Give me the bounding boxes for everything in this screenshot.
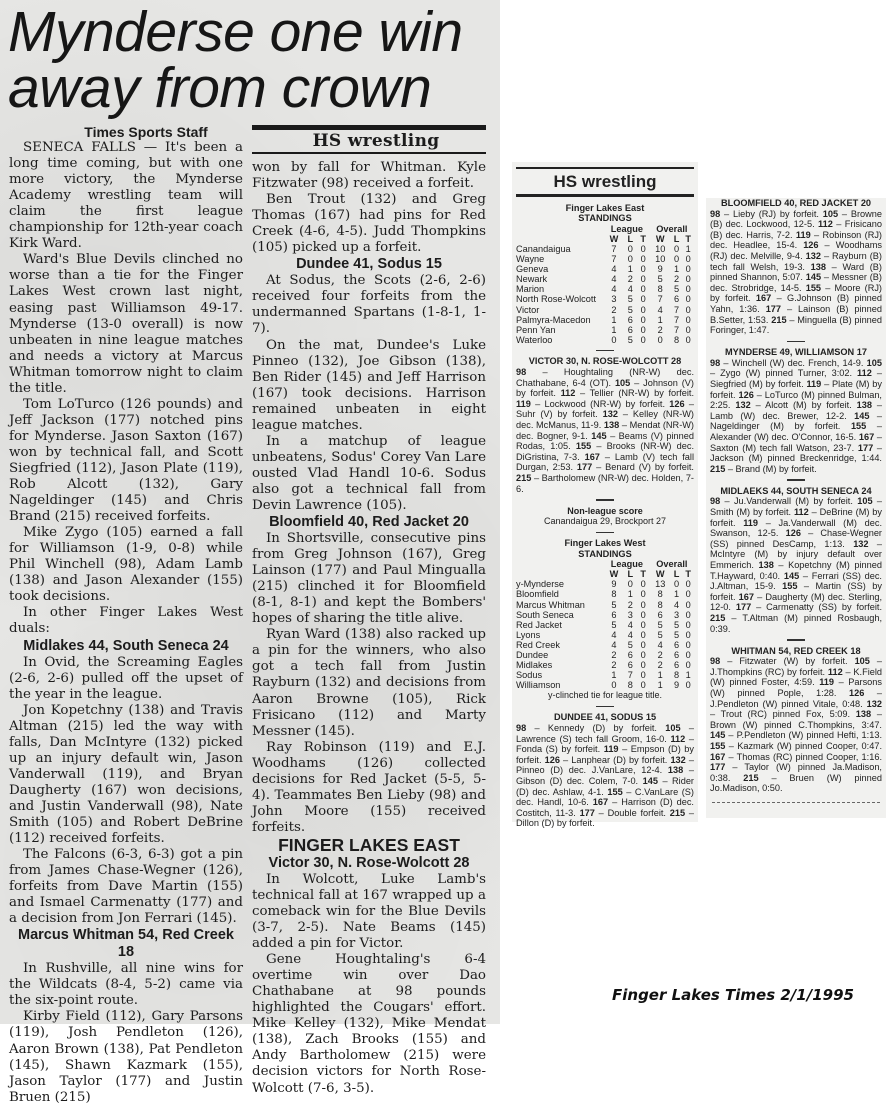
record-cell: 0: [685, 619, 691, 630]
record-cell: 6: [611, 609, 617, 620]
record-cell: 5: [657, 274, 663, 285]
team-name: Marcus Whitman: [516, 599, 585, 610]
section-slug: HS wrestling: [312, 131, 440, 151]
result-subhead: Midlakes 44, South Seneca 24: [23, 637, 229, 654]
record-cell: 2: [627, 274, 633, 285]
divider: [596, 350, 614, 352]
record-cell: 7: [673, 304, 680, 315]
record-cell: 0: [685, 639, 691, 650]
record-cell: 8: [611, 589, 617, 600]
record-cell: 5: [611, 619, 617, 630]
record-cell: 0: [685, 254, 691, 265]
record-cell: 0: [640, 244, 646, 254]
paragraph: Mike Zygo (105) earned a fall for Williamson (1-9, 0-8) while Phil Winchell (98), Adam Lamb (138) and Jason Alexander (155) took decisions.: [9, 525, 243, 605]
divider: [787, 639, 805, 641]
record-cell: 0: [640, 294, 646, 305]
paragraph: In other Finger Lakes West duals:: [9, 605, 243, 637]
standings-row: [516, 600, 694, 610]
team-name: Canandaigua: [516, 244, 571, 254]
record-cell: 1: [685, 670, 691, 681]
record-cell: 6: [627, 650, 633, 660]
headline: [8, 0, 488, 120]
paragraph: In Shortsville, consecutive pins from Greg Johnson (167), Greg Lainson (177) and Paul Mingualla (215) clinched it for Bloomfield (8-1, 8-1) and kept the Bombers' hopes of sharing the title alive.: [252, 531, 486, 627]
paragraph: Ben Trout (132) and Greg Thomas (167) had pins for Red Creek (4-6, 4-5). Judd Thompkins (105) picked up a forfeit.: [252, 192, 486, 256]
record-cell: 0: [640, 650, 646, 660]
standings-row: [516, 650, 694, 660]
record-cell: 0: [640, 274, 646, 285]
paragraph: Ward's Blue Devils clinched no worse than a tie for the Finger Lakes West crown last night, easing past Williamson 49-17. Mynderse (13-0 overall) is now unbeaten in nine league matches and needs a victory at Marcus Whitman tomorrow night to claim the title.: [9, 252, 243, 396]
standings-row: [516, 610, 694, 620]
record-cell: 8: [657, 599, 663, 610]
record-cell: 0: [685, 609, 691, 620]
record-cell: 8: [673, 670, 680, 681]
paragraph: SENECA FALLS — It's been a long time coming, but with one more victory, the Mynderse Academy wrestling team will claim the first league championship for 12th-year coach Kirk Ward.: [9, 140, 243, 252]
record-cell: 4: [611, 629, 617, 640]
bloomfield-result-body: 98 – Lieby (RJ) by forfeit. 105 – Browne (B) dec. Lockwood, 12-5. 112 – Frisicano (B) dec. Harris, 7-2. 119 – Robinson (RJ) dec. Headlee, 15-4. 126 – Woodhams (RJ) dec. Melville, 9-4. 132 – Rayburn (B) tech fall Welsh, 19-3. 138 – Ward (B) pinned Shannon, 5:07. 145 – Messner (B) dec. Strobridge, 14-5. 155 – Moore (RJ) by forfeit. 167 – G.Johnson (B) pinned Yahn, 1:36. 177 – Lainson (B) pinned B.Setter, 1:53. 215 – Minguella (B) pinned Foringer, 1:47.: [710, 208, 883, 336]
division-heading: FINGER LAKES EAST: [278, 834, 460, 855]
record-cell: 0: [611, 680, 617, 691]
record-cell: 0: [685, 304, 691, 315]
paragraph: Kirby Field (112), Gary Parsons (119), Josh Pendleton (126), Aaron Brown (138), Pat Pendleton (145), Shawn Kazmark (155), Jason Taylor (177) and Justin Bruen (215): [9, 1009, 243, 1105]
standings-row: [516, 254, 694, 264]
team-name: Geneva: [516, 264, 549, 275]
record-cell: 1: [611, 670, 617, 681]
paragraph: Jon Kopetchny (138) and Travis Altman (215) led the way with falls, Dan McIntyre (132) picked up an injury default win, Jason Vanderwall (119), and Bryan Daugherty (167) won decisions, and Justin Vanderwall (98), Nate Smith (105) and Robert DeBrine (112) received forfeits.: [9, 702, 243, 847]
paragraph: The Falcons (6-3, 6-3) got a pin from James Chase-Wegner (126), forfeits from Dave Martin (155) and Ismael Carmenatty (177) and a decision from Jon Ferrari (145).: [9, 847, 243, 927]
paragraph: won by fall for Whitman. Kyle Fitzwater (98) received a forfeit.: [252, 160, 486, 192]
standings-row: [516, 670, 694, 680]
record-cell: 2: [611, 650, 617, 660]
article-column-1: [9, 124, 243, 1106]
east-standings-title: Finger Lakes East STANDINGS: [565, 203, 645, 224]
team-name: Williamson: [516, 680, 561, 691]
record-cell: 1: [685, 244, 691, 254]
record-cell: 5: [657, 619, 663, 630]
record-cell: 0: [640, 660, 646, 671]
column-1-body: [9, 140, 243, 1106]
team-name: Midlakes: [516, 660, 553, 671]
record-cell: 0: [640, 579, 646, 590]
standings-row: [516, 589, 694, 599]
record-cell: 0: [640, 314, 646, 325]
slug-rule-top: [252, 125, 486, 130]
record-cell: 3: [611, 294, 617, 305]
record-cell: 0: [685, 650, 691, 660]
standings-row: [516, 620, 694, 630]
record-cell: 0: [640, 670, 646, 681]
standings-row: [516, 315, 694, 325]
team-name: Marion: [516, 284, 545, 295]
record-cell: 6: [657, 609, 663, 620]
headline-line-1: Mynderse one win: [8, 0, 463, 64]
record-cell: 0: [640, 264, 646, 275]
article-column-2: [252, 125, 486, 1097]
record-cell: 0: [627, 254, 633, 265]
bloomfield-result-title: BLOOMFIELD 40, RED JACKET 20: [720, 198, 872, 208]
mynderse-result-title: MYNDERSE 49, WILLIAMSON 17: [725, 347, 867, 358]
paragraph: On the mat, Dundee's Luke Pinneo (132), Joe Gibson (138), Ben Rider (145) and Jeff Harrison (167) took decisions. Harrison remained unbeaten in eight league matches.: [252, 337, 486, 433]
midlakes-result-title: MIDLAEKS 44, SOUTH SENECA 24: [720, 485, 872, 496]
team-name: Dundee: [516, 650, 549, 660]
record-cell: 7: [611, 254, 617, 265]
byline: Times Sports Staff: [84, 124, 208, 140]
record-cell: 5: [673, 619, 680, 630]
record-cell: 0: [685, 589, 691, 600]
record-cell: 0: [611, 334, 617, 345]
standings-row: [516, 274, 694, 284]
team-name: Penn Yan: [516, 324, 556, 335]
record-cell: 0: [673, 579, 680, 590]
result-subhead: Marcus Whitman 54, Red Creek 18: [18, 927, 234, 961]
record-cell: 1: [657, 670, 663, 681]
standings-row: [516, 264, 694, 274]
west-standings-title: Finger Lakes West STANDINGS: [564, 538, 646, 559]
standings-row: [516, 630, 694, 640]
nonleague-title: Non-league score: [567, 505, 643, 516]
record-cell: 0: [640, 629, 646, 640]
standings-row: [516, 325, 694, 335]
midlakes-result-body: 98 – Ju.Vanderwall (M) by forfeit. 105 – Smith (M) by forfeit. 112 – DeBrine (M) by forfeit. 119 – Ja.Vanderwall (M) dec. Swanson, 12-5. 126 – Chase-Wegner (SS) pinned DesCamp, 1:13. 132 – McIntyre (M) by injury default over Emmerich. 138 – Kopetchny (M) pinned T.Hayward, 0:40. 145 – Ferrari (SS) dec. J.Altman, 15-9. 155 – Martin (SS) by forfeit. 167 – Daugherty (M) dec. Sterling, 12-0. 177 – Carmenatty (SS) by forfeit. 215 – T.Altman (M) pinned Rosbaugh, 0:39.: [710, 496, 882, 634]
standings-row: [516, 579, 694, 589]
record-cell: 8: [657, 284, 663, 295]
paragraph: In a matchup of league unbeatens, Sodus' Corey Van Lare ousted Vlad Handl 10-6. Sodus also got a technical fall from Devin Lawrence (105).: [252, 433, 486, 513]
team-name: Bloomfield: [516, 589, 559, 600]
record-cell: 2: [673, 274, 680, 285]
record-cell: 6: [673, 660, 680, 671]
record-cell: 6: [673, 639, 680, 650]
record-cell: 0: [640, 589, 646, 600]
record-cell: 4: [673, 599, 680, 610]
record-cell: 2: [611, 304, 617, 315]
team-name: Lyons: [516, 629, 541, 640]
record-cell: 0: [673, 244, 680, 254]
record-cell: 6: [673, 650, 680, 660]
record-cell: 0: [640, 254, 646, 265]
whitman-result-title: WHITMAN 54, RED CREEK 18: [731, 645, 861, 656]
dundee-result-body: 98 – Kennedy (D) by forfeit. 105 – Lawrence (S) tech fall Groom, 16-0. 112 – Fonda (S) by forfeit. 119 – Empson (D) by forfeit. 126 – Lanphear (D) by forfeit. 132 – Pinneo (D) dec. J.VanLare, 12-4. 138 – Gibson (D) dec. Colem, 7-0. 145 – Rider (D) dec. Ashlaw, 4-1. 155 – C.VanLare (S) dec. Handl, 10-6. 167 – Harrison (D) dec. Costitch, 11-3. 177 – Double forfeit. 215 – Dillon (D) by forfeit.: [516, 723, 694, 829]
record-cell: 0: [640, 334, 646, 345]
west-standings-table: League Overall W L T W L T y-Mynderse 9 0 0 13 0 0 Bloomfield 8 1 0 8 1 0 Marcus Whitman 5 2 0 8 4 0 South Seneca 6 3 0 6 3 0 Red Jacket 5 4 0 5 5 0 Lyons 4 4 0 5 5 0 Red Creek 4 5 0 4 6 0 Dundee 2 6 0 2 6 0 Midlakes 2 6 0 2 6 0 Sodus 1 7 0 1 8 1 Williamson 0 8 0 1 9 0: [516, 559, 694, 690]
nonleague-score: Canandaigua 29, Brockport 27: [543, 516, 667, 527]
record-cell: 0: [685, 660, 691, 671]
paragraph: Tom LoTurco (126 pounds) and Jeff Jackson (177) notched pins for Mynderse. Jason Saxton (167) won by technical fall, and Scott Siegfried (112), Jason Plate (119), Rob Alcott (132), Gary Nageldinger (145) and Chris Brand (215) received forfeits.: [9, 396, 243, 525]
result-subhead: Victor 30, N. Rose-Wolcott 28: [268, 854, 470, 871]
record-cell: 7: [627, 670, 633, 681]
record-cell: 5: [657, 629, 663, 640]
team-name: Victor: [516, 304, 540, 315]
record-cell: 5: [627, 334, 633, 345]
box-rule-bottom: [516, 194, 694, 197]
record-cell: 0: [640, 639, 646, 650]
record-cell: 9: [611, 579, 617, 590]
box-rule-top: [516, 167, 694, 169]
record-cell: 6: [627, 314, 633, 325]
team-name: y-Mynderse: [516, 579, 564, 590]
record-cell: 0: [640, 324, 646, 335]
record-cell: 0: [685, 579, 691, 590]
record-cell: 0: [640, 680, 646, 691]
standings-row: [516, 294, 694, 304]
standings-row: [516, 680, 694, 690]
record-cell: 5: [673, 629, 680, 640]
record-cell: 4: [611, 264, 617, 275]
record-cell: 5: [627, 304, 633, 315]
box-slug: HS wrestling: [553, 172, 657, 191]
record-cell: 1: [627, 264, 633, 275]
victor-result-title: VICTOR 30, N. ROSE-WOLCOTT 28: [528, 356, 682, 367]
record-cell: 0: [657, 334, 663, 345]
record-cell: 0: [640, 609, 646, 620]
record-cell: 0: [685, 680, 691, 691]
team-name: Red Creek: [516, 639, 560, 650]
paragraph: Gene Houghtaling's 6-4 overtime win over Dao Chathabane at 98 pounds highlighted the Cougars' effort. Mike Kelley (132), Mike Mendat (138), Zach Brooks (155) and Andy Bartholomew (215) were decision victors for North Rose-Wolcott (7-6, 3-5).: [252, 952, 486, 1096]
record-cell: 2: [657, 324, 663, 335]
divider: [596, 532, 614, 534]
team-name: Red Jacket: [516, 619, 562, 630]
victor-result-body: 98 – Houghtaling (NR-W) dec. Chathabane, 6-4 (OT). 105 – Johnson (V) by forfeit. 112 – Tellier (NR-W) by forfeit. 119 – Lockwood (NR-W) by forfeit. 126 – Suhr (V) by forfeit. 132 – Kelley (NR-W) dec. McManus, 11-9. 138 – Mendat (NR-W) dec. Bogner, 9-1. 145 – Beams (V) pinned Rodas, 1:05. 155 – Brooks (NR-W) dec. DiGristina, 7-3. 167 – Lamb (V) tech fall Durgan, 2:53. 177 – Benard (V) by forfeit. 215 – Bartholomew (NR-W) dec. Holden, 7-6.: [516, 367, 694, 494]
record-cell: 10: [655, 244, 666, 254]
record-cell: 4: [611, 274, 617, 285]
record-cell: 2: [627, 599, 633, 610]
agate-box-left: [512, 162, 698, 829]
record-cell: 9: [657, 264, 663, 275]
whitman-result-body: 98 – Fitzwater (W) by forfeit. 105 – J.Thompkins (RC) by forfeit. 112 – K.Field (W) pinned Foster, 4:59. 119 – Parsons (W) pinned Pople, 1:28. 126 – J.Pendleton (W) pinned Vitale, 0:48. 132 – Trout (RC) pinned Fox, 5:09. 138 – Brown (W) pinned C.Thompkins, 3:47. 145 – P.Pendleton (W) pinned Hefti, 1:13. 155 – Kazmark (W) pinned Cooper, 0:47. 167 – Thomas (RC) pinned Cooper, 1:16. 177 – Taylor (W) pinned Ja.Madison, 0:38. 215 – Bruen (W) pinned Jo.Madison, 0:50.: [710, 656, 883, 794]
paragraph: Ray Robinson (119) and E.J. Woodhams (126) collected decisions for Red Jacket (5-5, 5-4). Teammates Ben Lieby (98) and John Moore (155) received forfeits.: [252, 739, 486, 835]
record-cell: 1: [657, 680, 663, 691]
record-cell: 4: [627, 629, 633, 640]
team-name: Wayne: [516, 254, 545, 265]
record-cell: 3: [627, 609, 633, 620]
standings-row: [516, 284, 694, 294]
column-2-body: [252, 160, 486, 1097]
record-cell: 6: [627, 324, 633, 335]
record-cell: 5: [673, 284, 680, 295]
record-cell: 13: [655, 579, 666, 590]
record-cell: 7: [611, 244, 617, 254]
record-cell: 0: [685, 284, 691, 295]
record-cell: 1: [673, 264, 680, 275]
standings-row: [516, 640, 694, 650]
standings-row: [516, 305, 694, 315]
record-cell: 0: [640, 284, 646, 295]
record-cell: 3: [673, 609, 680, 620]
agate-box-right: [706, 198, 886, 818]
record-cell: 0: [627, 579, 633, 590]
record-cell: 9: [673, 680, 680, 691]
divider: [596, 499, 614, 501]
record-cell: 4: [627, 284, 633, 295]
record-cell: 6: [627, 660, 633, 671]
paragraph: At Sodus, the Scots (2-6, 2-6) received four forfeits from the undermanned Spartans (1-8-1, 1-7).: [252, 273, 486, 337]
record-cell: 8: [657, 589, 663, 600]
source-credit: Finger Lakes Times 2/1/1995: [612, 986, 854, 1004]
divider: [787, 341, 805, 343]
team-name: Waterloo: [516, 334, 553, 345]
record-cell: 4: [657, 639, 663, 650]
result-subhead: Bloomfield 40, Red Jacket 20: [269, 514, 469, 531]
record-cell: 4: [611, 639, 617, 650]
team-name: Palmyra-Macedon: [516, 314, 591, 325]
record-cell: 2: [657, 660, 663, 671]
divider: [787, 479, 805, 481]
team-name: North Rose-Wolcott: [516, 294, 596, 305]
team-name: Newark: [516, 274, 548, 285]
standings-row: [516, 335, 694, 345]
record-cell: 5: [627, 294, 633, 305]
record-cell: 0: [685, 629, 691, 640]
record-cell: 8: [627, 680, 633, 691]
record-cell: 0: [627, 244, 633, 254]
record-cell: 0: [685, 599, 691, 610]
paragraph: In Wolcott, Luke Lamb's technical fall at 167 wrapped up a comeback win for the Blue Devils (3-7, 2-5). Nate Beams (145) added a pin for Victor.: [252, 871, 486, 952]
record-cell: 1: [673, 589, 680, 600]
record-cell: 0: [685, 314, 691, 325]
record-cell: 0: [640, 304, 646, 315]
west-footnote: y-clinched tie for league title.: [547, 690, 663, 701]
record-cell: 0: [673, 254, 680, 265]
dundee-result-title: DUNDEE 41, SODUS 15: [553, 712, 657, 723]
record-cell: 7: [657, 294, 663, 305]
record-cell: 1: [611, 324, 617, 335]
record-cell: 1: [657, 314, 663, 325]
record-cell: 7: [673, 314, 680, 325]
paragraph: In Ovid, the Screaming Eagles (2-6, 2-6) pulled off the upset of the year in the league.: [9, 654, 243, 702]
paragraph: Ryan Ward (138) also racked up a pin for the winners, who also got a tech fall from Justin Rayburn (132) and decisions from Aaron Browne (105), Rick Frisicano (112) and Marty Messner (145).: [252, 627, 486, 739]
cut-line: [712, 802, 880, 803]
record-cell: 0: [685, 264, 691, 275]
record-cell: 7: [673, 324, 680, 335]
record-cell: 0: [640, 599, 646, 610]
slug-rule-bottom: [252, 152, 486, 154]
divider: [596, 706, 614, 708]
record-cell: 0: [685, 324, 691, 335]
record-cell: 4: [657, 304, 663, 315]
mynderse-result-body: 98 – Winchell (W) dec. French, 14-9. 105 – Zygo (W) pinned Turner, 3:02. 112 – Siegfried (M) by forfeit. 119 – Plate (M) by forfeit. 126 – LoTurco (M) pinned Bulman, 2:25. 132 – Alcott (M) by forfeit. 138 – Lamb (W) dec. Brewer, 12-2. 145 – Nageldinger (M) by forfeit. 155 – Alexander (W) dec. O'Connor, 16-5. 167 – Saxton (M) tech fall Watson, 23-7. 177 – Jackson (M) pinned Breckenridge, 1:44. 215 – Brand (M) by forfeit.: [710, 357, 882, 474]
record-cell: 6: [673, 294, 680, 305]
team-name: South Seneca: [516, 609, 574, 620]
record-cell: 8: [673, 334, 680, 345]
record-cell: 4: [611, 284, 617, 295]
record-cell: 5: [611, 599, 617, 610]
record-cell: 0: [640, 619, 646, 630]
record-cell: 4: [627, 619, 633, 630]
result-subhead: Dundee 41, Sodus 15: [296, 256, 442, 273]
record-cell: 10: [655, 254, 666, 265]
team-name: Sodus: [516, 670, 543, 681]
record-cell: 0: [685, 274, 691, 285]
headline-line-2: away from crown: [8, 56, 432, 120]
record-cell: 0: [685, 334, 691, 345]
record-cell: 5: [627, 639, 633, 650]
east-standings-table: League Overall W L T W L T Canandaigua 7 0 0 10 0 1 Wayne 7 0 0 10 0 0 Geneva 4 1 0 9 1 0 Newark 4 2 0 5 2 0 Marion 4 4 0 8 5 0 North Rose-Wolcott 3 5 0 7 6 0 Victor 2 5 0 4 7 0 Palmyra-Macedon 1 6 0 1 7 0 Penn Yan 1 6 0 2 7 0 Waterloo 0 5 0 0 8 0: [516, 224, 694, 345]
record-cell: 1: [611, 314, 617, 325]
record-cell: 1: [627, 589, 633, 600]
paragraph: In Rushville, all nine wins for the Wildcats (8-4, 5-2) came via the six-point route.: [9, 961, 243, 1009]
standings-row: [516, 244, 694, 254]
record-cell: 0: [685, 294, 691, 305]
record-cell: 2: [657, 650, 663, 660]
standings-row: [516, 660, 694, 670]
record-cell: 2: [611, 660, 617, 671]
